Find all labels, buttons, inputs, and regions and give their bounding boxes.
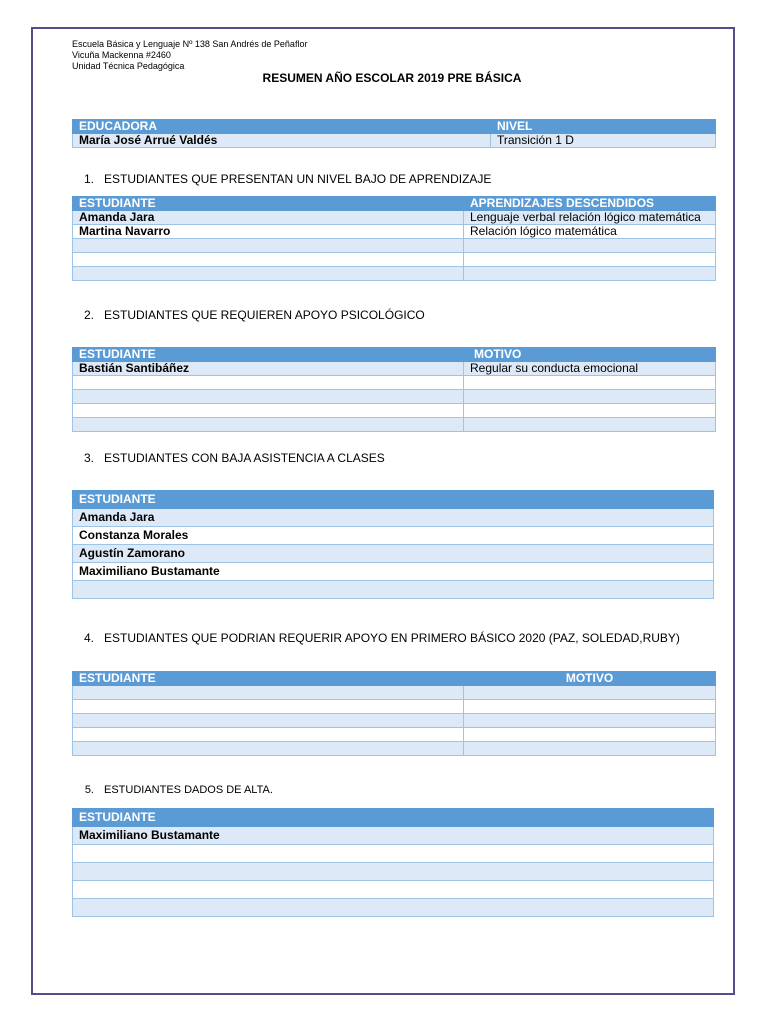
school-name: Escuela Básica y Lenguaje Nº 138 San Andrés de Peñaflor xyxy=(72,39,308,49)
reason-col-header: MOTIVO xyxy=(464,348,716,362)
table-row xyxy=(73,418,716,432)
table-row: Martina Navarro Relación lógico matemática xyxy=(73,225,716,239)
table-row xyxy=(73,267,716,281)
table-row xyxy=(73,700,716,714)
section-4-table xyxy=(72,671,716,756)
student-col-header: ESTUDIANTE xyxy=(73,672,464,686)
document-title: RESUMEN AÑO ESCOLAR 2019 PRE BÁSICA xyxy=(262,71,522,85)
section-3-table xyxy=(72,490,714,599)
level-col-header: NIVEL xyxy=(491,120,716,134)
table-row xyxy=(73,742,716,756)
section-2-table xyxy=(72,347,716,432)
table-row xyxy=(73,239,716,253)
table-row: Maximiliano Bustamante xyxy=(73,563,714,581)
section-4-heading: 4. ESTUDIANTES QUE PODRIAN REQUERIR APOYO EN PRIMERO BÁSICO 2020 (PAZ, SOLEDAD,RUBY) xyxy=(83,631,680,645)
table-row xyxy=(73,686,716,700)
table-row xyxy=(73,863,714,881)
table-row: Constanza Morales xyxy=(73,527,714,545)
table-row xyxy=(73,728,716,742)
learning-col-header: APRENDIZAJES DESCENDIDOS xyxy=(464,197,716,211)
student-col-header: ESTUDIANTE xyxy=(73,809,714,827)
table-row xyxy=(73,390,716,404)
table-row xyxy=(73,899,714,917)
reason-col-header: MOTIVO xyxy=(464,672,716,686)
section-1-heading: 1. ESTUDIANTES QUE PRESENTAN UN NIVEL BAJO DE APRENDIZAJE xyxy=(83,172,492,186)
teacher-col-header: EDUCADORA xyxy=(73,120,491,134)
school-unit: Unidad Técnica Pedagógica xyxy=(72,61,185,71)
table-row xyxy=(73,253,716,267)
table-row: Bastián Santibáñez Regular su conducta emocional xyxy=(73,362,716,376)
school-address: Vicuña Mackenna #2460 xyxy=(72,50,171,60)
table-row xyxy=(73,581,714,599)
table-row: Amanda Jara xyxy=(73,509,714,527)
table-row: Amanda Jara Lenguaje verbal relación lógico matemática xyxy=(73,211,716,225)
section-5-heading: 5. ESTUDIANTES DADOS DE ALTA. xyxy=(84,784,273,796)
table-row xyxy=(73,376,716,390)
table-row xyxy=(73,714,716,728)
table-row xyxy=(73,404,716,418)
teacher-name: María José Arrué Valdés xyxy=(73,134,491,148)
section-2-heading: 2. ESTUDIANTES QUE REQUIEREN APOYO PSICOLÓGICO xyxy=(83,308,425,322)
section-1-table xyxy=(72,196,716,281)
student-col-header: ESTUDIANTE xyxy=(73,491,714,509)
table-row xyxy=(73,881,714,899)
table-row: Agustín Zamorano xyxy=(73,545,714,563)
teacher-level: Transición 1 D xyxy=(491,134,716,148)
student-col-header: ESTUDIANTE xyxy=(73,348,464,362)
school-header xyxy=(72,39,307,72)
teacher-table xyxy=(72,119,716,148)
table-row xyxy=(73,845,714,863)
section-3-heading: 3. ESTUDIANTES CON BAJA ASISTENCIA A CLASES xyxy=(83,451,385,465)
table-row: Maximiliano Bustamante xyxy=(73,827,714,845)
section-5-table xyxy=(72,808,714,917)
student-col-header: ESTUDIANTE xyxy=(73,197,464,211)
